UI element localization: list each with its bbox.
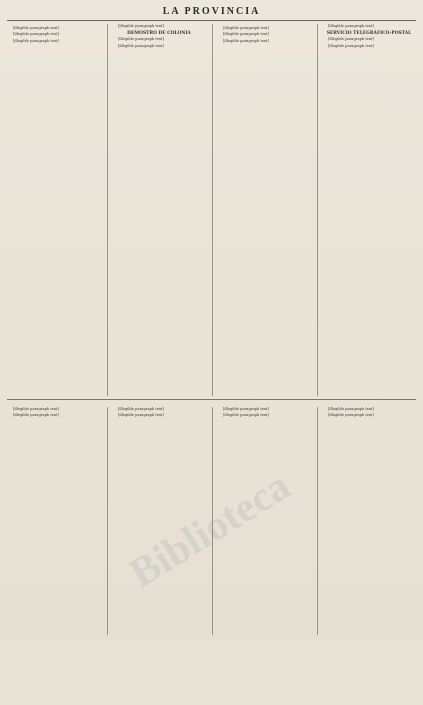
paragraph: [illegible paragraph text] xyxy=(328,406,374,411)
paragraph: [illegible paragraph text] xyxy=(328,44,374,49)
masthead-title: LA PROVINCIA xyxy=(162,6,261,17)
lower-column-1 xyxy=(7,407,101,635)
paragraph: [illegible paragraph text] xyxy=(328,413,374,418)
paragraph: [illegible paragraph text] xyxy=(118,24,164,28)
section-divider xyxy=(7,399,416,400)
paragraph: [illegible paragraph text] xyxy=(118,44,164,49)
paragraph: [illegible paragraph text] xyxy=(328,37,374,42)
masthead-rule xyxy=(7,20,416,21)
column-1 xyxy=(7,24,101,396)
paragraph: [illegible paragraph text] xyxy=(223,25,269,30)
paragraph: [illegible paragraph text] xyxy=(223,38,269,43)
lower-column-2 xyxy=(107,407,206,635)
paragraph: [illegible paragraph text] xyxy=(13,413,59,418)
paragraph: [illegible paragraph text] xyxy=(118,406,164,411)
paragraph: [illegible paragraph text] xyxy=(118,413,164,418)
paragraph: [illegible paragraph text] xyxy=(13,38,59,43)
lower-column-4 xyxy=(317,407,416,635)
upper-columns xyxy=(7,24,416,396)
lower-column-3 xyxy=(212,407,311,635)
column-3 xyxy=(212,24,311,396)
paragraph: [illegible paragraph text] xyxy=(223,406,269,411)
paragraph: [illegible paragraph text] xyxy=(328,24,374,28)
paragraph: [illegible paragraph text] xyxy=(223,32,269,37)
paragraph: [illegible paragraph text] xyxy=(13,32,59,37)
paragraph: [illegible paragraph text] xyxy=(223,413,269,418)
paragraph: [illegible paragraph text] xyxy=(118,37,164,42)
paragraph: [illegible paragraph text] xyxy=(13,25,59,30)
column-4-heading: SERVICIO TELEGRÁFICO-POSTAL xyxy=(326,30,412,36)
column-4 xyxy=(317,24,416,396)
paragraph: [illegible paragraph text] xyxy=(13,406,59,411)
column-2 xyxy=(107,24,206,396)
column-2-heading: DEMOSTRO DE COLONIA xyxy=(127,30,191,36)
library-watermark: Biblioteca xyxy=(121,462,299,598)
lower-columns xyxy=(7,407,416,635)
